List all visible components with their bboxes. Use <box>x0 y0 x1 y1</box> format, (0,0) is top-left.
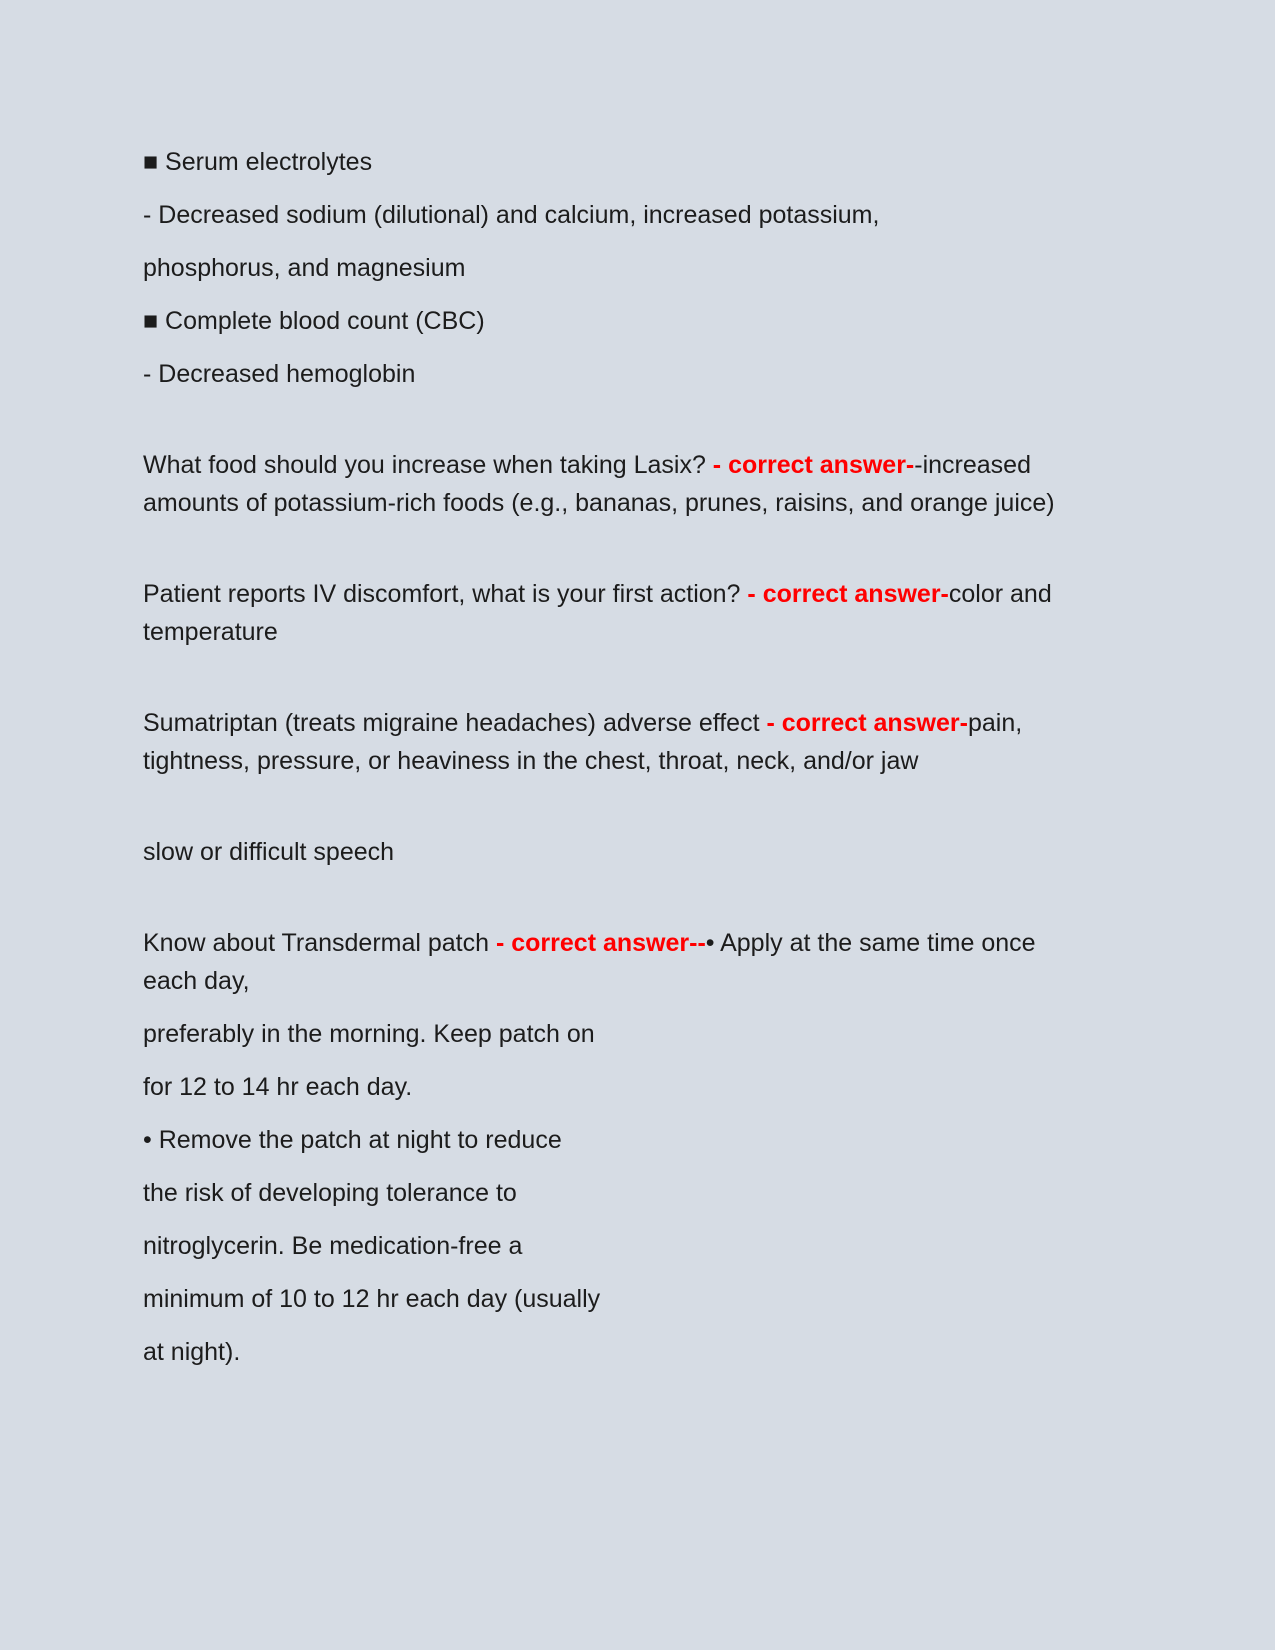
text-run: - Decreased hemoglobin <box>143 360 416 388</box>
text-run: Sumatriptan (treats migraine headaches) adverse effect <box>143 709 767 737</box>
paragraph <box>143 704 1075 780</box>
correct-answer-marker: - correct answer- <box>712 451 915 479</box>
paragraph <box>143 302 1075 340</box>
paragraph <box>143 1174 1075 1212</box>
text-run: ■ Serum electrolytes <box>143 148 373 176</box>
paragraph <box>143 196 1075 234</box>
paragraph <box>143 833 1075 871</box>
paragraph <box>143 575 1075 651</box>
paragraph <box>143 1227 1075 1265</box>
paragraph <box>143 1121 1075 1159</box>
correct-answer-marker: - correct answer-- <box>495 929 706 957</box>
text-run: Patient reports IV discomfort, what is your first action? <box>143 580 748 608</box>
text-run: minimum of 10 to 12 hr each day (usually <box>143 1285 601 1313</box>
text-run: for 12 to 14 hr each day. <box>143 1073 413 1101</box>
text-run: phosphorus, and magnesium <box>143 254 466 282</box>
text-run: the risk of developing tolerance to <box>143 1179 517 1207</box>
text-run: • Remove the patch at night to reduce <box>143 1126 562 1154</box>
text-run: -increased amounts of potassium-rich foods (e.g., bananas, prunes, raisins, and orange juice) <box>143 451 1055 517</box>
text-run: • Apply at the same time once each day, <box>143 929 1036 995</box>
document-body <box>143 143 1075 1371</box>
text-run: Know about Transdermal patch <box>143 929 496 957</box>
paragraph <box>143 1068 1075 1106</box>
text-run: What food should you increase when taking Lasix? <box>143 451 713 479</box>
text-run: color and temperature <box>143 580 1052 646</box>
text-run: pain, tightness, pressure, or heaviness in the chest, throat, neck, and/or jaw <box>143 709 1023 775</box>
paragraph <box>143 446 1075 522</box>
paragraph <box>143 924 1075 1000</box>
text-run: nitroglycerin. Be medication-free a <box>143 1232 523 1260</box>
paragraph <box>143 249 1075 287</box>
correct-answer-marker: - correct answer- <box>766 709 968 737</box>
paragraph <box>143 355 1075 393</box>
paragraph <box>143 1015 1075 1053</box>
paragraph <box>143 1280 1075 1318</box>
text-run: preferably in the morning. Keep patch on <box>143 1020 595 1048</box>
paragraph <box>143 1333 1075 1371</box>
text-run: slow or difficult speech <box>143 838 395 866</box>
paragraph <box>143 143 1075 181</box>
text-run: - Decreased sodium (dilutional) and calcium, increased potassium, <box>143 201 880 229</box>
correct-answer-marker: - correct answer- <box>747 580 949 608</box>
text-run: at night). <box>143 1338 241 1366</box>
text-run: ■ Complete blood count (CBC) <box>143 307 485 335</box>
